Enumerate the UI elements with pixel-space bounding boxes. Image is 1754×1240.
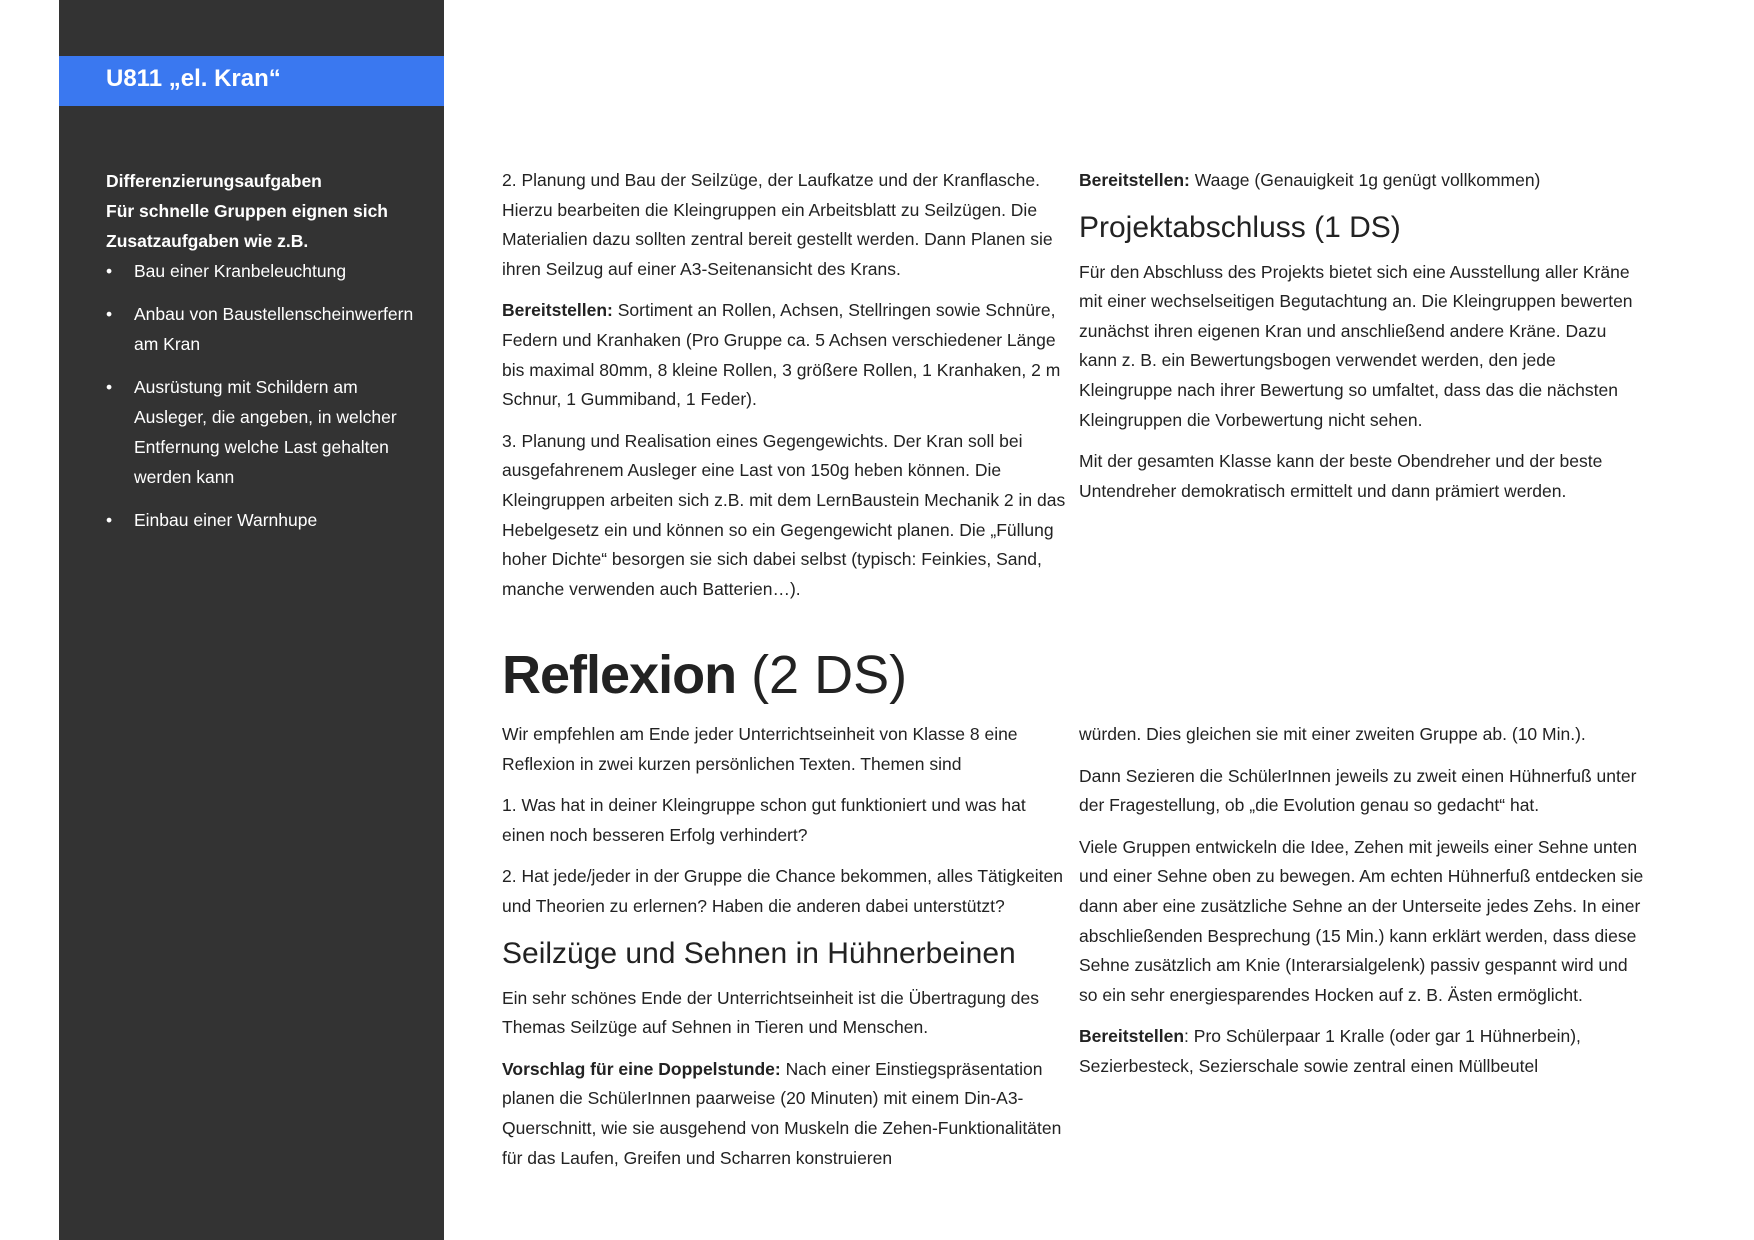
main-heading-light: (2 DS) xyxy=(736,645,908,705)
paragraph: 1. Was hat in deiner Kleingruppe schon gut funktioniert und was hat einen noch besseren Erfolg verhindert? xyxy=(502,795,1026,845)
list-item-text: Bau einer Kranbeleuchtung xyxy=(134,261,347,281)
list-item xyxy=(106,299,426,359)
task-list xyxy=(106,256,426,535)
label-vorschlag: Vorschlag für eine Doppelstunde: xyxy=(502,1058,781,1079)
text-column-2 xyxy=(1079,166,1649,518)
label-bereitstellen: Bereitstellen: xyxy=(502,300,613,321)
sidebar-content xyxy=(106,166,426,548)
paragraph: 2. Hat jede/jeder in der Gruppe die Chance bekommen, alles Tätigkeiten und Theorien zu erlernen? Haben die anderen dabei unterstützt? xyxy=(502,866,1063,916)
text-column-1 xyxy=(502,166,1072,616)
paragraph: Wir empfehlen am Ende jeder Unterrichtseinheit von Klasse 8 eine Reflexion in zwei kurzen persönlichen Texten. Themen sind xyxy=(502,724,1018,774)
paragraph: Für den Abschluss des Projekts bietet sich eine Ausstellung aller Kräne mit einer wechselseitigen Begutachtung an. Die Kleingruppen bewerten zunächst ihren eigenen Kran und anschließend andere Kräne. Dazu kann z. B. ein Bewertungsbogen verwendet werden, den jede Kleingruppe nach ihrer Bewertung so umfaltet, dass das die nächsten Kleingruppen die Vorbewertung nicht sehen. xyxy=(1079,261,1633,430)
sidebar-heading xyxy=(106,166,426,256)
paragraph xyxy=(1079,166,1649,196)
main-heading-bold: Reflexion xyxy=(502,645,737,705)
title-bar xyxy=(59,56,444,106)
paragraph: Ein sehr schönes Ende der Unterrichtseinheit ist die Übertragung des Themas Seilzüge auf Sehnen in Tieren und Menschen. xyxy=(502,987,1039,1038)
paragraph-text: Waage (Genauigkeit 1g genügt vollkommen) xyxy=(1189,170,1541,190)
paragraph: würden. Dies gleichen sie mit einer zweiten Gruppe ab. (10 Min.). xyxy=(1079,724,1586,744)
sidebar-heading-line: Für schnelle Gruppen eignen sich xyxy=(106,201,388,221)
list-item xyxy=(106,505,426,535)
paragraph xyxy=(502,1055,1072,1173)
bullet-icon: • xyxy=(106,510,113,530)
paragraph: Dann Sezieren die SchülerInnen jeweils zu zweit einen Hühnerfuß unter der Fragestellung, ob „die Evolution genau so gedacht“ hat. xyxy=(1079,765,1637,816)
list-item xyxy=(106,372,426,492)
document-title: U811 „el. Kran“ xyxy=(106,65,281,92)
list-item xyxy=(106,256,426,286)
text-column-4 xyxy=(1079,720,1649,1094)
paragraph: 3. Planung und Realisation eines Gegengewichts. Der Kran soll bei ausgefahrenem Ausleger eine Last von 150g heben können. Die Kleingruppen arbeiten sich z.B. mit dem LernBaustein Mechanik 2 in das Hebelgesetz ein und können so ein Gegengewicht planen. Die „Füllung hoher Dichte“ besorgen sie sich dabei selbst (typisch: Feinkies, Sand, manche verwenden auch Batterien…). xyxy=(502,430,1066,599)
paragraph: Viele Gruppen entwickeln die Idee, Zehen mit jeweils einer Sehne unten und einer Sehne oben zu bewegen. Am echten Hühnerfuß entdecken sie dann aber eine zusätzliche Sehne an der Unterseite jedes Zehs. In einer abschließenden Besprechung (15 Min.) kann erklärt werden, dass diese Sehne zusätzlich am Knie (Interarsialgelenk) passiv gespannt wird und so ein sehr energiesparendes Hocken auf z. B. Ästen ermöglicht. xyxy=(1079,836,1644,1005)
bullet-icon: • xyxy=(106,304,113,324)
label-bereitstellen: Bereitstellen xyxy=(1079,1026,1185,1047)
bullet-icon: • xyxy=(106,261,113,281)
paragraph-text: : Pro Schülerpaar 1 Kralle (oder gar 1 Hühnerbein), Sezierbesteck, Sezierschale sowie zentral einen Müllbeutel xyxy=(1079,1026,1581,1076)
bullet-icon: • xyxy=(106,377,113,397)
paragraph xyxy=(1079,1022,1649,1081)
list-item-text: Ausrüstung mit Schildern am Ausleger, die angeben, in welcher Entfernung welche Last gehalten werden kann xyxy=(134,377,397,487)
section-heading: Projektabschluss (1 DS) xyxy=(1079,210,1401,244)
sidebar-heading-line: Zusatzaufgaben wie z.B. xyxy=(106,231,309,251)
list-item-text: Anbau von Baustellenscheinwerfern am Kran xyxy=(134,304,414,354)
list-item-text: Einbau einer Warnhupe xyxy=(134,510,318,530)
sidebar-heading-line: Differenzierungsaufgaben xyxy=(106,171,322,191)
paragraph-text: Sortiment an Rollen, Achsen, Stellringen sowie Schnüre, Federn und Kranhaken (Pro Gruppe ca. 5 Achsen verschiedener Länge bis maximal 80mm, 8 kleine Rollen, 3 größere Rollen, 1 Kranhaken, 2 m Schnur, 1 Gummiband, 1 Feder). xyxy=(502,300,1061,410)
main-heading xyxy=(502,640,907,710)
paragraph: 2. Planung und Bau der Seilzüge, der Laufkatze und der Kranflasche. Hierzu bearbeiten die Kleingruppen ein Arbeitsblatt zu Seilzügen. Die Materialien dazu sollten zentral bereit gestellt werden. Dann Planen sie ihren Seilzug auf einer A3-Seitenansicht des Krans. xyxy=(502,170,1053,279)
paragraph: Mit der gesamten Klasse kann der beste Obendreher und der beste Untendreher demokratisch ermittelt und dann prämiert werden. xyxy=(1079,451,1603,501)
text-column-3 xyxy=(502,720,1072,1185)
paragraph xyxy=(502,296,1072,414)
section-heading: Seilzüge und Sehnen in Hühnerbeinen xyxy=(502,936,1016,970)
paragraph-text: Nach einer Einstiegspräsentation planen die SchülerInnen paarweise (20 Minuten) mit einem Din-A3-Querschnitt, wie sie ausgehend von Muskeln die Zehen-Funktionalitäten für das Laufen, Greifen und Scharren konstruieren xyxy=(502,1058,1062,1168)
label-bereitstellen: Bereitstellen: xyxy=(1079,170,1190,190)
